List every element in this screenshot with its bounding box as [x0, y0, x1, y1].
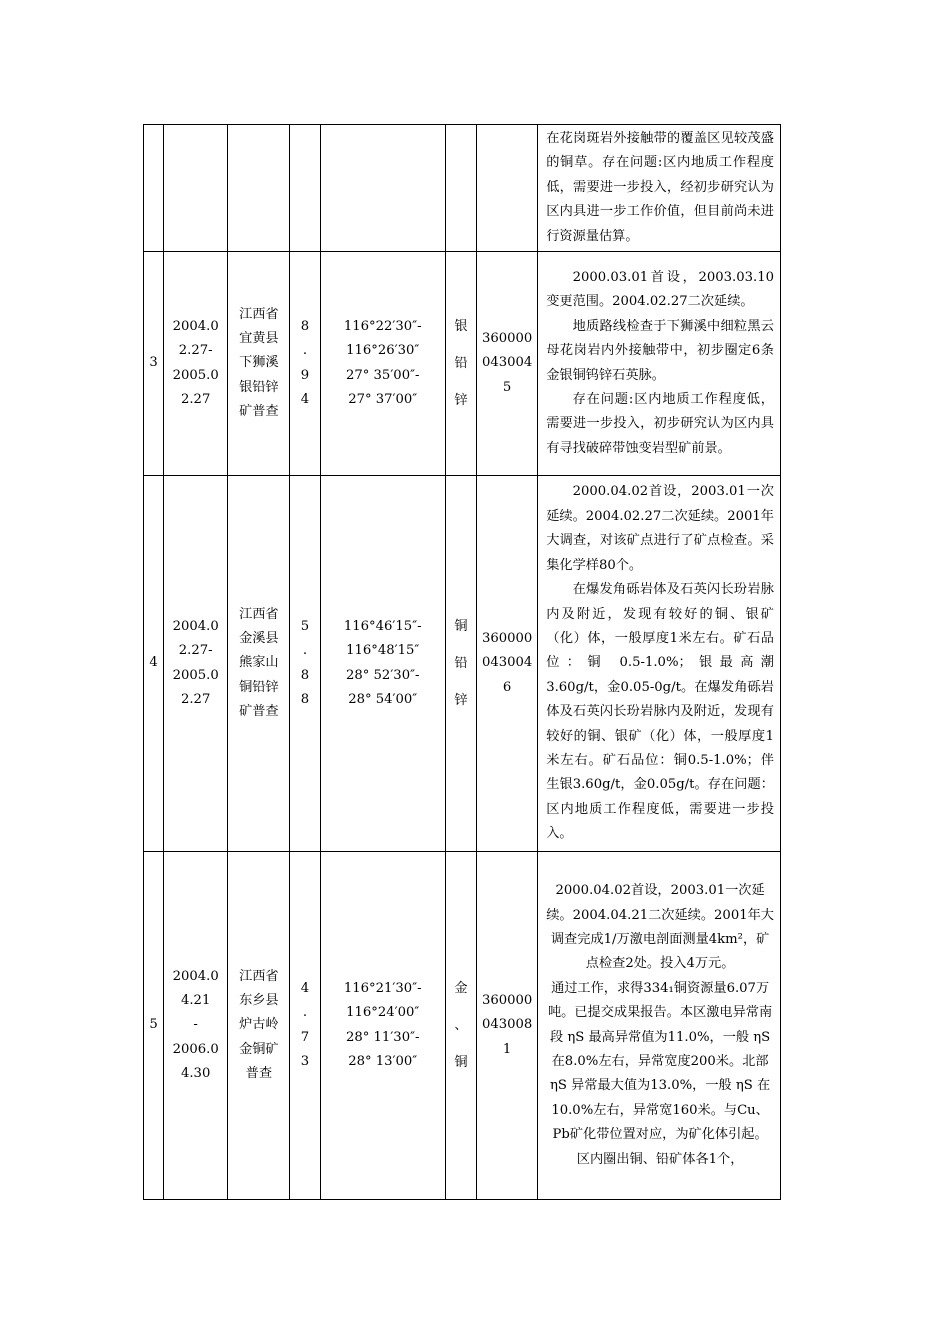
- project-name: [228, 852, 290, 1200]
- permit-code-line: 1: [502, 1041, 512, 1057]
- row-number: 5: [144, 852, 164, 1200]
- area-km2-line: 8: [300, 667, 310, 683]
- mineral-types-line: 铜: [454, 1055, 468, 1071]
- permit-code-line: 360000: [481, 992, 533, 1008]
- description-paragraph: 在爆发角砾岩体及石英闪长玢岩脉内及附近，发现有较好的铜、银矿（化）体，一般厚度1米左右。矿石品位：铜 0.5-1.0%；银最高潮3.60g/t，金0.05-0g/t。在爆发角砾岩体及石英闪长玢岩脉内及附近，发现有较好的铜、银矿（化）体，一般厚度1米左右。矿石品位：铜0.5-1.0%；伴生银3.60g/t，金0.05g/t。存在问题：区内地质工作程度低，需要进一步投入。: [546, 582, 774, 842]
- project-name-line: 熊家山: [239, 655, 279, 671]
- validity-period: [164, 125, 228, 252]
- project-name-line: 江西省: [239, 306, 279, 322]
- mineral-types-line: 银: [454, 319, 468, 335]
- project-name-line: 铜铅锌: [239, 679, 279, 695]
- validity-period: [164, 476, 228, 852]
- project-name-line: 下狮溪: [239, 355, 279, 371]
- validity-period-line: 2.27: [180, 691, 211, 707]
- table-row: [144, 476, 781, 852]
- coordinates: [320, 476, 445, 852]
- description-paragraph: 区内圈出铜、铅矿体各1个，: [576, 1151, 744, 1167]
- mineral-types-line: 铅: [454, 356, 468, 372]
- validity-period-line: 2004.0: [172, 618, 219, 634]
- validity-period-line: -: [193, 1017, 198, 1033]
- coordinates-line: 116°46′15″-: [343, 618, 422, 634]
- area-km2-line: 9: [300, 367, 310, 383]
- coordinates-line: 27° 37′00″: [348, 391, 418, 407]
- project-name-line: 矿普查: [239, 704, 279, 720]
- mineral-types-line: 金: [454, 981, 468, 997]
- coordinates-line: 116°48′15″: [346, 643, 420, 659]
- project-name-line: 江西省: [239, 968, 279, 984]
- mineral-types-line: 铜: [454, 619, 468, 635]
- description-paragraph: 在花岗斑岩外接触带的覆盖区见较茂盛的铜草。存在问题:区内地质工作程度低，需要进一步投入，经初步研究认为区内具进一步工作价值，但目前尚未进行资源量估算。: [546, 131, 774, 244]
- permit-code: [477, 852, 538, 1200]
- project-name: [228, 252, 290, 476]
- table-row: [144, 252, 781, 476]
- mineral-types-line: 、: [454, 1018, 468, 1034]
- mineral-types: [445, 125, 476, 252]
- validity-period-line: 2005.0: [172, 667, 219, 683]
- coordinates-line: 28° 52′30″-: [345, 667, 420, 683]
- coordinates: [320, 852, 445, 1200]
- area-km2-line: 8: [300, 691, 310, 707]
- project-name: [228, 125, 290, 252]
- mineral-types-line: 锌: [454, 693, 468, 709]
- table-row: [144, 852, 781, 1200]
- area-km2-line: 4: [300, 980, 310, 996]
- validity-period-line: 4.21: [180, 992, 211, 1008]
- area-km2-line: .: [302, 643, 308, 659]
- validity-period-line: 2.27: [180, 391, 211, 407]
- validity-period: [164, 852, 228, 1200]
- validity-period-line: 2006.0: [172, 1041, 219, 1057]
- coordinates-line: 28° 11′30″-: [345, 1029, 420, 1045]
- description-paragraph: 2000.03.01首设，2003.03.10变更范围。2004.02.27二次延续。: [546, 269, 774, 310]
- project-name-line: 银铅锌: [239, 379, 279, 395]
- area-km2: [290, 476, 320, 852]
- area-km2-line: .: [302, 1005, 308, 1021]
- permit-code-line: 5: [502, 379, 512, 395]
- project-name: [228, 476, 290, 852]
- area-km2-line: 4: [300, 391, 310, 407]
- mineral-types-line: 锌: [454, 393, 468, 409]
- area-km2: [290, 125, 320, 252]
- permit-code: [477, 476, 538, 852]
- coordinates-line: 116°21′30″-: [343, 980, 422, 996]
- permit-code-line: 6: [502, 679, 512, 695]
- description-paragraph: 地质路线检查于下狮溪中细粒黑云母花岗岩内外接触带中，初步圈定6条金银铜钨锌石英脉。: [546, 318, 774, 383]
- coordinates: [320, 125, 445, 252]
- mineral-types: [445, 252, 476, 476]
- description-paragraph: 存在问题:区内地质工作程度低，需要进一步投入，初步研究认为区内具有寻找破碎带蚀变岩型矿前景。: [546, 391, 774, 456]
- work-description: [538, 252, 781, 476]
- mineral-types: [445, 476, 476, 852]
- project-name-line: 金铜矿: [239, 1041, 279, 1057]
- coordinates-line: 28° 54′00″: [348, 691, 418, 707]
- row-number: 4: [144, 476, 164, 852]
- coordinates-line: 28° 13′00″: [348, 1053, 418, 1069]
- row-number: [144, 125, 164, 252]
- area-km2-line: 3: [300, 1053, 310, 1069]
- project-name-line: 炉古岭: [239, 1017, 279, 1033]
- permit-code-line: 043008: [481, 1017, 533, 1033]
- permit-code-line: 360000: [481, 630, 533, 646]
- permit-code-line: 043004: [481, 355, 533, 371]
- coordinates-line: 116°26′30″: [346, 343, 420, 359]
- area-km2-line: 8: [300, 318, 310, 334]
- project-name-line: 矿普查: [239, 404, 279, 420]
- coordinates: [320, 252, 445, 476]
- description-paragraph: 通过工作，求得334₁铜资源量6.07万吨。已提交成果报告。本区激电异常南段 ηS 最高异常值为11.0%，一般 ηS 在8.0%左右，异常宽度200米。北部 ηS 异常最大值为13.0%，一般 ηS 在10.0%左右，异常宽160米。与Cu、Pb矿化带位置对应，为矿化体引起。: [548, 980, 773, 1143]
- mineral-types: [445, 852, 476, 1200]
- row-number: 3: [144, 252, 164, 476]
- validity-period: [164, 252, 228, 476]
- description-paragraph: 2000.04.02首设，2003.01一次延续。2004.02.27二次延续。2001年大调查，对该矿点进行了矿点检查。采集化学样80个。: [546, 484, 774, 573]
- coordinates-line: 116°24′00″: [346, 1005, 420, 1021]
- area-km2-line: 7: [300, 1029, 310, 1045]
- coordinates-line: 27° 35′00″-: [345, 367, 420, 383]
- area-km2: [290, 852, 320, 1200]
- project-name-line: 金溪县: [239, 630, 279, 646]
- work-description: [538, 125, 781, 252]
- permit-code-line: 043004: [481, 655, 533, 671]
- area-km2-line: 5: [300, 618, 310, 634]
- work-description: [538, 852, 781, 1200]
- description-paragraph: 2000.04.02首设，2003.01一次延续。2004.04.21二次延续。2001年大调查完成1/万激电剖面测量4km²，矿点检查2处。投入4万元。: [546, 883, 774, 972]
- work-description: [538, 476, 781, 852]
- area-km2: [290, 252, 320, 476]
- mineral-types-line: 铅: [454, 656, 468, 672]
- validity-period-line: 2004.0: [172, 318, 219, 334]
- coordinates-line: 116°22′30″-: [343, 318, 422, 334]
- validity-period-line: 2005.0: [172, 367, 219, 383]
- validity-period-line: 4.30: [180, 1066, 211, 1082]
- permit-code: [477, 125, 538, 252]
- mine-survey-table: [143, 124, 781, 1200]
- validity-period-line: 2004.0: [172, 968, 219, 984]
- project-name-line: 普查: [245, 1066, 273, 1082]
- area-km2-line: .: [302, 343, 308, 359]
- permit-code: [477, 252, 538, 476]
- project-name-line: 江西省: [239, 606, 279, 622]
- validity-period-line: 2.27-: [178, 343, 213, 359]
- project-name-line: 东乡县: [239, 992, 279, 1008]
- project-name-line: 宜黄县: [239, 330, 279, 346]
- table-row: [144, 125, 781, 252]
- permit-code-line: 360000: [481, 330, 533, 346]
- validity-period-line: 2.27-: [178, 643, 213, 659]
